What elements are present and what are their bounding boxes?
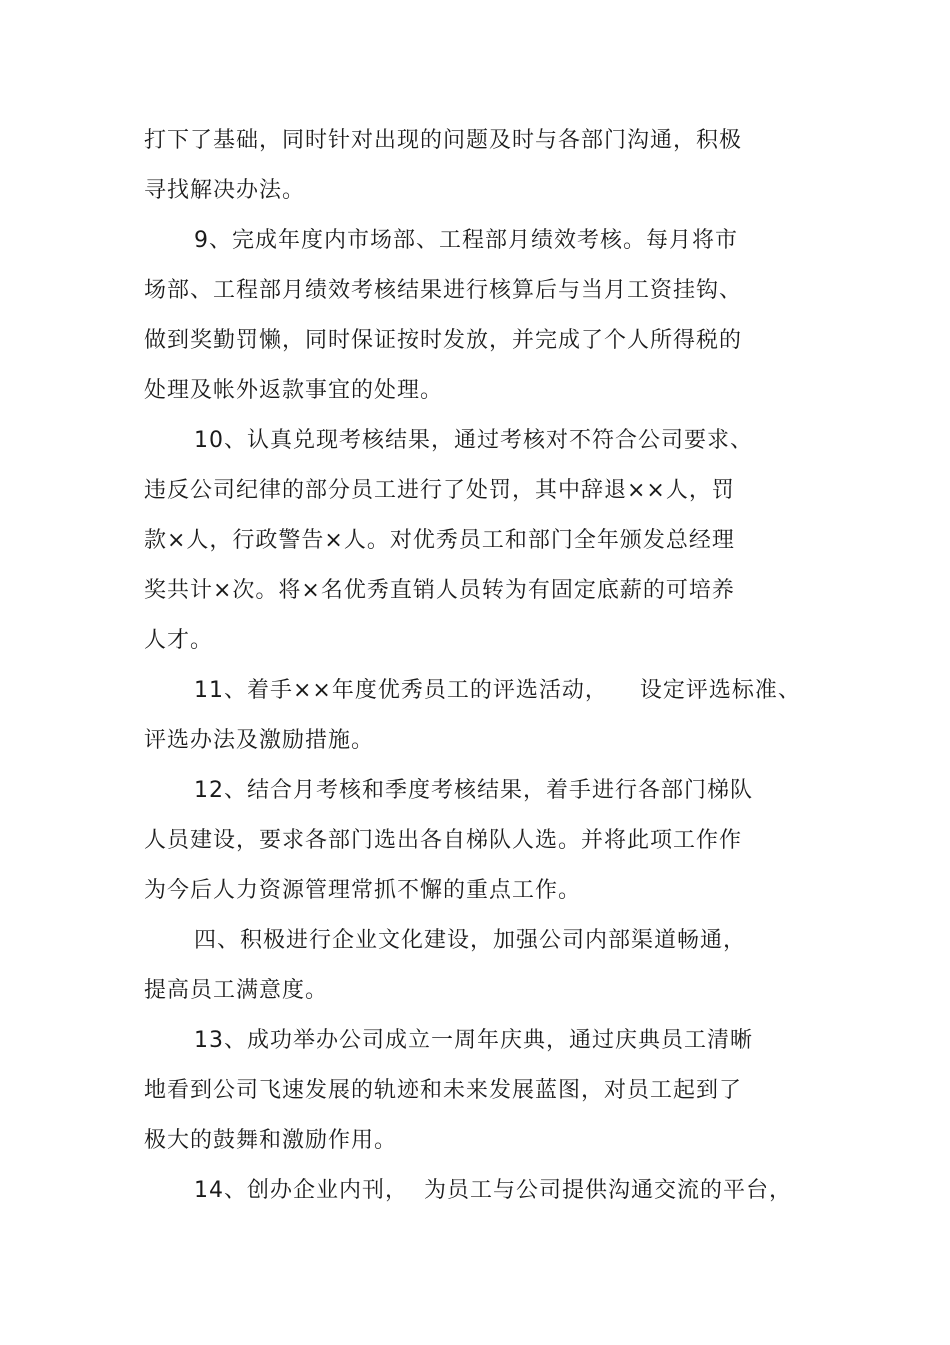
text-line: 地看到公司飞速发展的轨迹和未来发展蓝图，对员工起到了 [144,1078,743,1103]
paragraph-11-start: 11、着手××年度优秀员工的评选活动， 设定评选标准、 [194,678,801,703]
text-line: 人才。 [144,628,214,653]
paragraph-14-start: 14、创办企业内刊， 为员工与公司提供沟通交流的平台， [194,1178,792,1203]
paragraph-13-start: 13、成功举办公司成立一周年庆典，通过庆典员工清晰 [194,1028,753,1053]
text-line: 评选办法及激励措施。 [144,728,375,753]
text-line: 款×人，行政警告×人。对优秀员工和部门全年颁发总经理 [144,528,735,553]
text-line: 处理及帐外返款事宜的处理。 [144,378,444,403]
text-line: 人员建设，要求各部门选出各自梯队人选。并将此项工作作 [144,828,743,853]
text-line: 场部、工程部月绩效考核结果进行核算后与当月工资挂钩、 [144,278,743,303]
text-line: 违反公司纪律的部分员工进行了处罚，其中辞退××人，罚 [144,478,735,503]
section-4-heading: 四、积极进行企业文化建设，加强公司内部渠道畅通， [194,928,747,953]
text-line: 提高员工满意度。 [144,978,329,1003]
paragraph-9-start: 9、完成年度内市场部、工程部月绩效考核。每月将市 [194,228,738,253]
text-line: 做到奖勤罚懒，同时保证按时发放，并完成了个人所得税的 [144,328,743,353]
text-line: 为今后人力资源管理常抓不懈的重点工作。 [144,878,582,903]
text-line: 打下了基础，同时针对出现的问题及时与各部门沟通，积极 [144,128,743,153]
text-line: 极大的鼓舞和激励作用。 [144,1128,398,1153]
paragraph-10-start: 10、认真兑现考核结果，通过考核对不符合公司要求、 [194,428,753,453]
paragraph-12-start: 12、结合月考核和季度考核结果，着手进行各部门梯队 [194,778,753,803]
text-line: 奖共计×次。将×名优秀直销人员转为有固定底薪的可培养 [144,578,735,603]
text-line: 寻找解决办法。 [144,178,306,203]
